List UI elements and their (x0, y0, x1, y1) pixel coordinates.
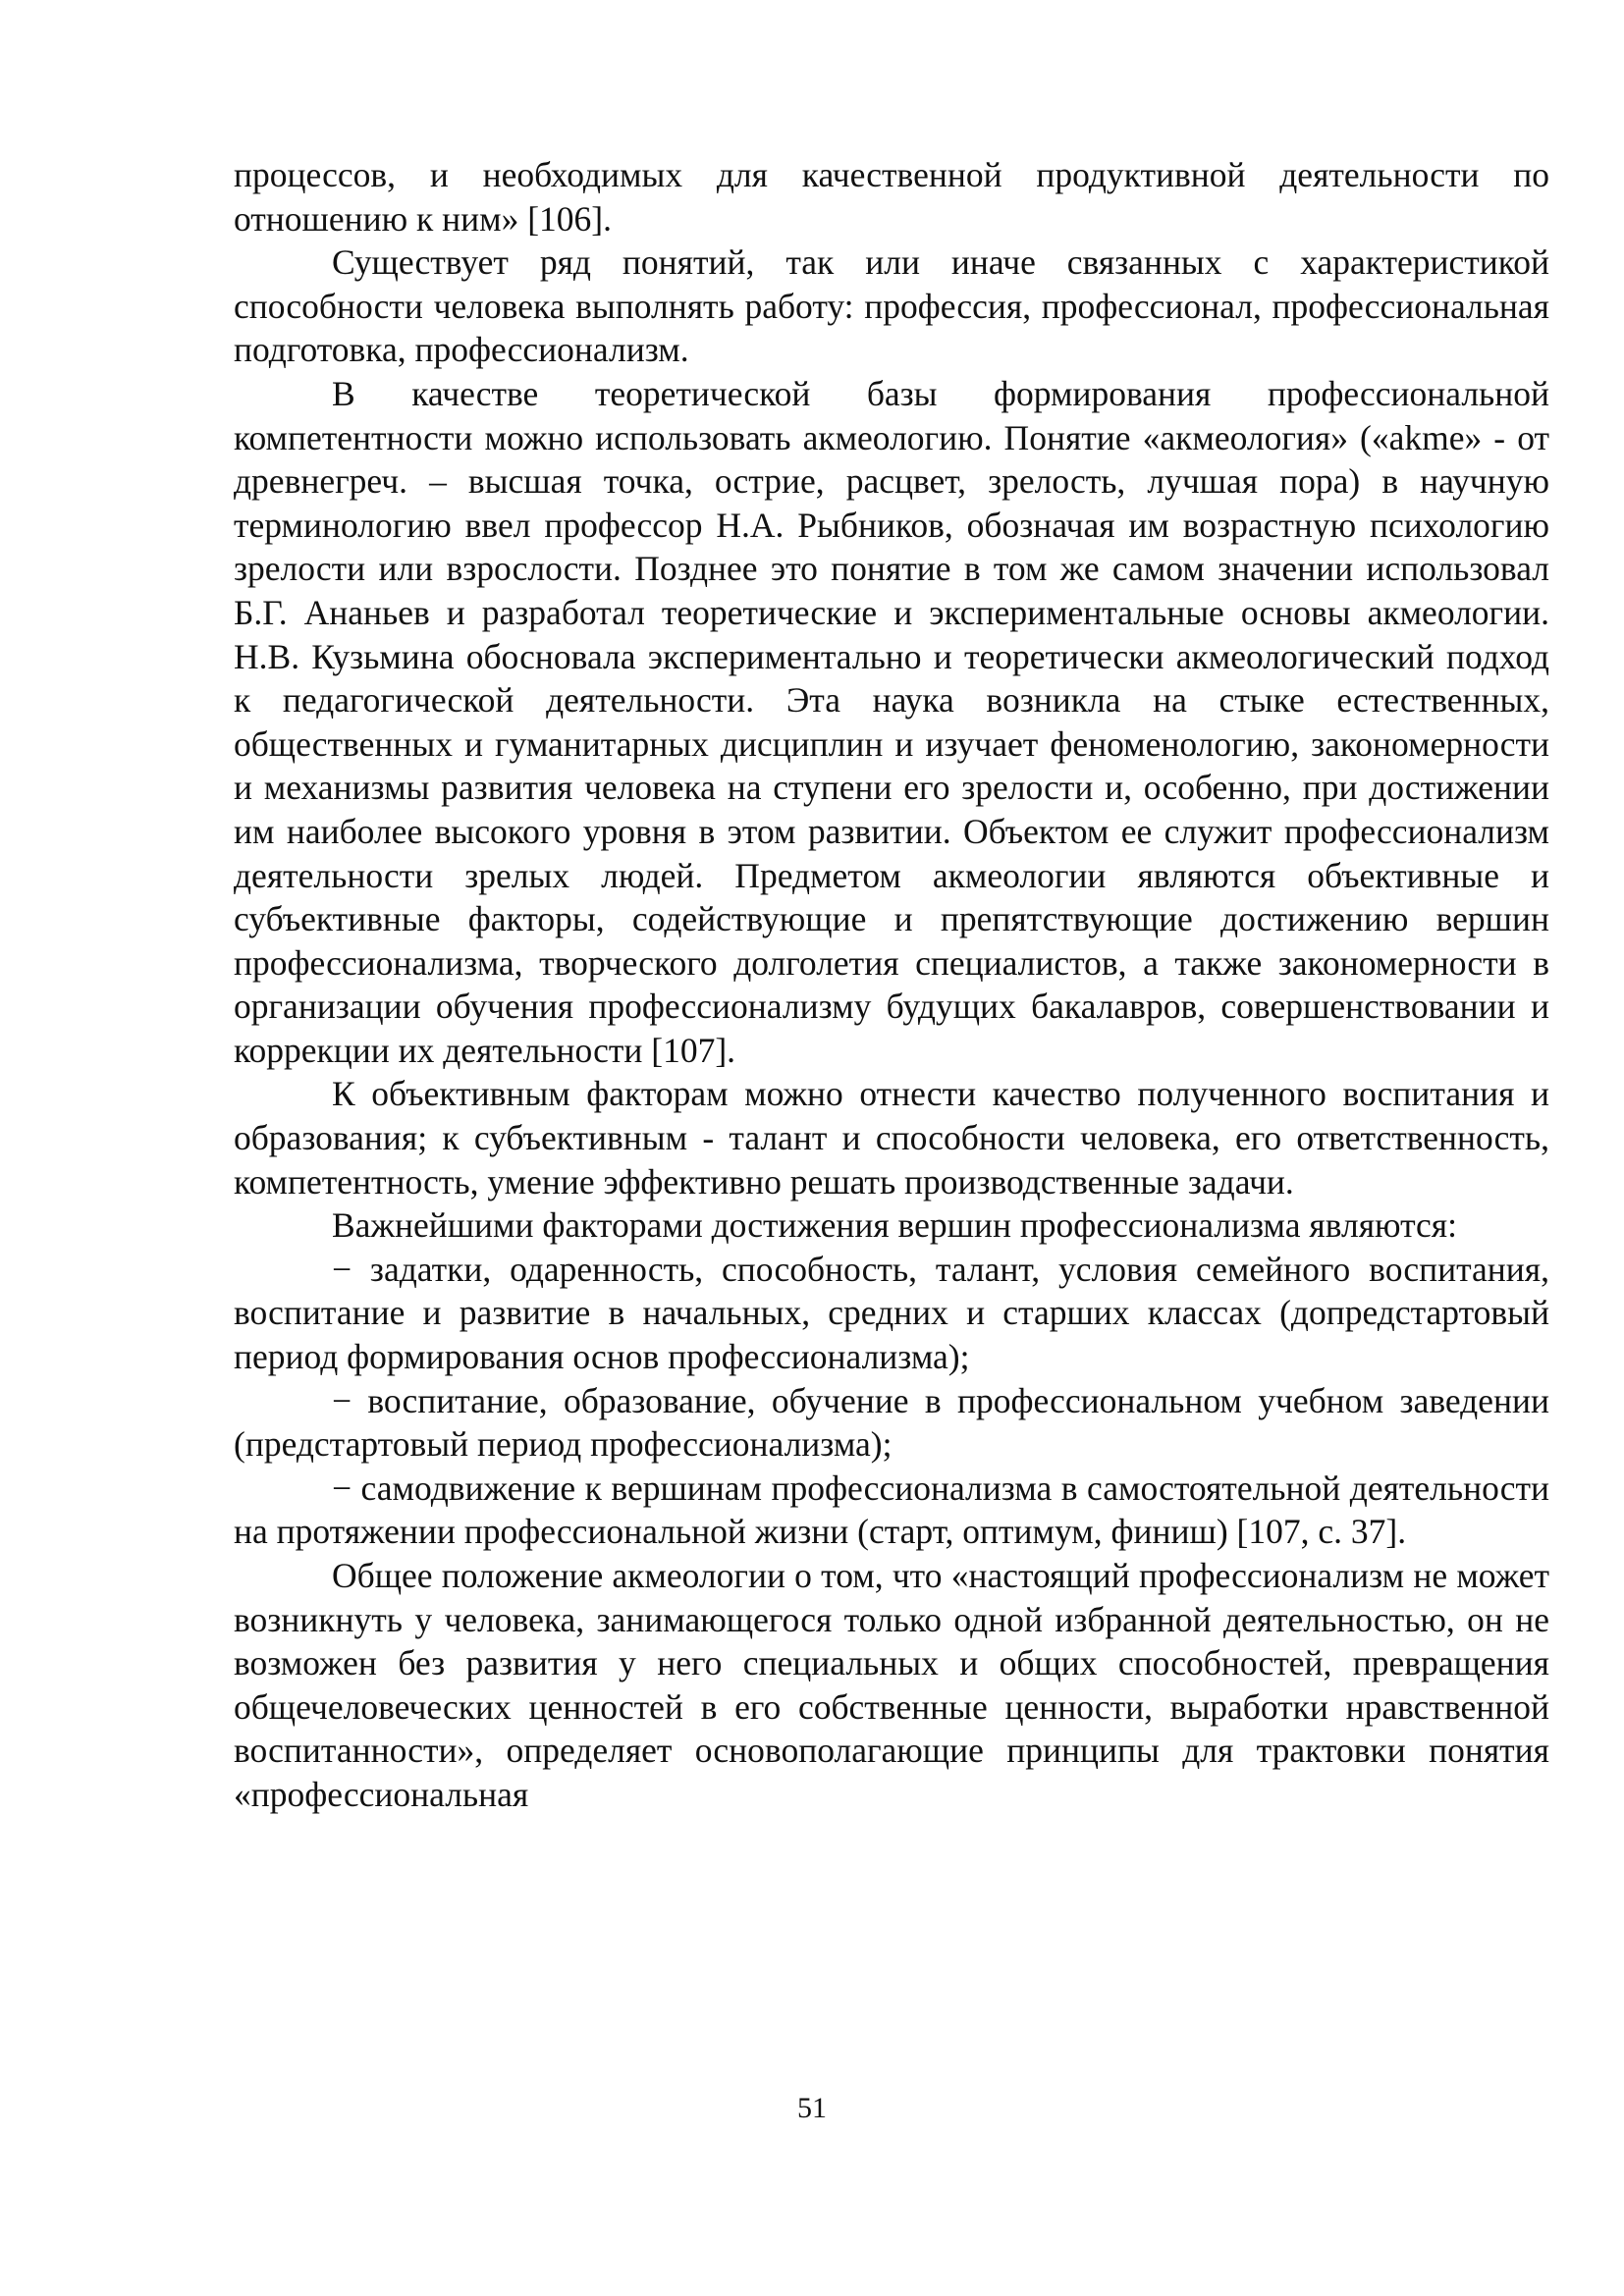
page-body (234, 153, 1549, 1817)
paragraph-concepts: Существует ряд понятий, так или иначе связанных с характеристикой способности человека выполнять работу: профессия, профессионал, профессиональная подготовка, профессионализм. (234, 242, 1549, 370)
paragraph-general-principle: Общее положение акмеологии о том, что «настоящий профессионализм не может возникнуть у человека, занимающегося только одной избранной деятельностью, он не возможен без развития у него специальных и общих способностей, превращения общечеловеческих ценностей в его собственные ценности, выработки нравственной воспитанности», определяет основополагающие принципы для трактовки понятия «профессиональная (234, 1556, 1549, 1814)
list-item: − воспитание, образование, обучение в профессиональном учебном заведении (предстартовый период профессионализма); (234, 1380, 1549, 1465)
paragraph-acmeology: В качестве теоретической базы формирования профессиональной компетентности можно использовать акмеологию. Понятие «акмеология» («akme» - от древнегреч. – высшая точка, острие, расцвет, зрелость, лучшая пора) в научную терминологию ввел профессор Н.А. Рыбников, обозначая им возрастную психологию зрелости или взрослости. Позднее это понятие в том же самом значении использовал Б.Г. Ананьев и разработал теоретические и экспериментальные основы акмеологии. Н.В. Кузьмина обосновала экспериментально и теоретически акмеологический подход к педагогической деятельности. Эта наука возникла на стыке естественных, общественных и гуманитарных дисциплин и изучает феноменологию, закономерности и механизмы развития человека на ступени его зрелости и, особенно, при достижении им наиболее высокого уровня в этом развитии. Объектом ее служит профессионализм деятельности зрелых людей. Предметом акмеологии являются объективные и субъективные факторы, содействующие и препятствующие достижению вершин профессионализма, творческого долголетия специалистов, а также закономерности в организации обучения профессионализму будущих бакалавров, совершенствовании и коррекции их деятельности [107]. (234, 373, 1549, 1070)
page-number: 51 (797, 2092, 827, 2124)
paragraph-objective-factors: К объективным факторам можно отнести качество полученного воспитания и образования; к субъективным - талант и способности человека, его ответственность, компетентность, умение эффективно решать производственные задачи. (234, 1074, 1549, 1201)
paragraph-continuation: процессов, и необходимых для качественной продуктивной деятельности по отношению к ним» [106]. (234, 155, 1549, 239)
list-item: − самодвижение к вершинам профессионализма в самостоятельной деятельности на протяжении профессиональной жизни (старт, оптимум, финиш) [107, с. 37]. (234, 1468, 1549, 1552)
paragraph-key-factors: Важнейшими факторами достижения вершин профессионализма являются: (332, 1205, 1457, 1246)
list-item: − задатки, одаренность, способность, талант, условия семейного воспитания, воспитание и развитие в начальных, средних и старших классах (допредстартовый период формирования основ профессионализма); (234, 1249, 1549, 1377)
